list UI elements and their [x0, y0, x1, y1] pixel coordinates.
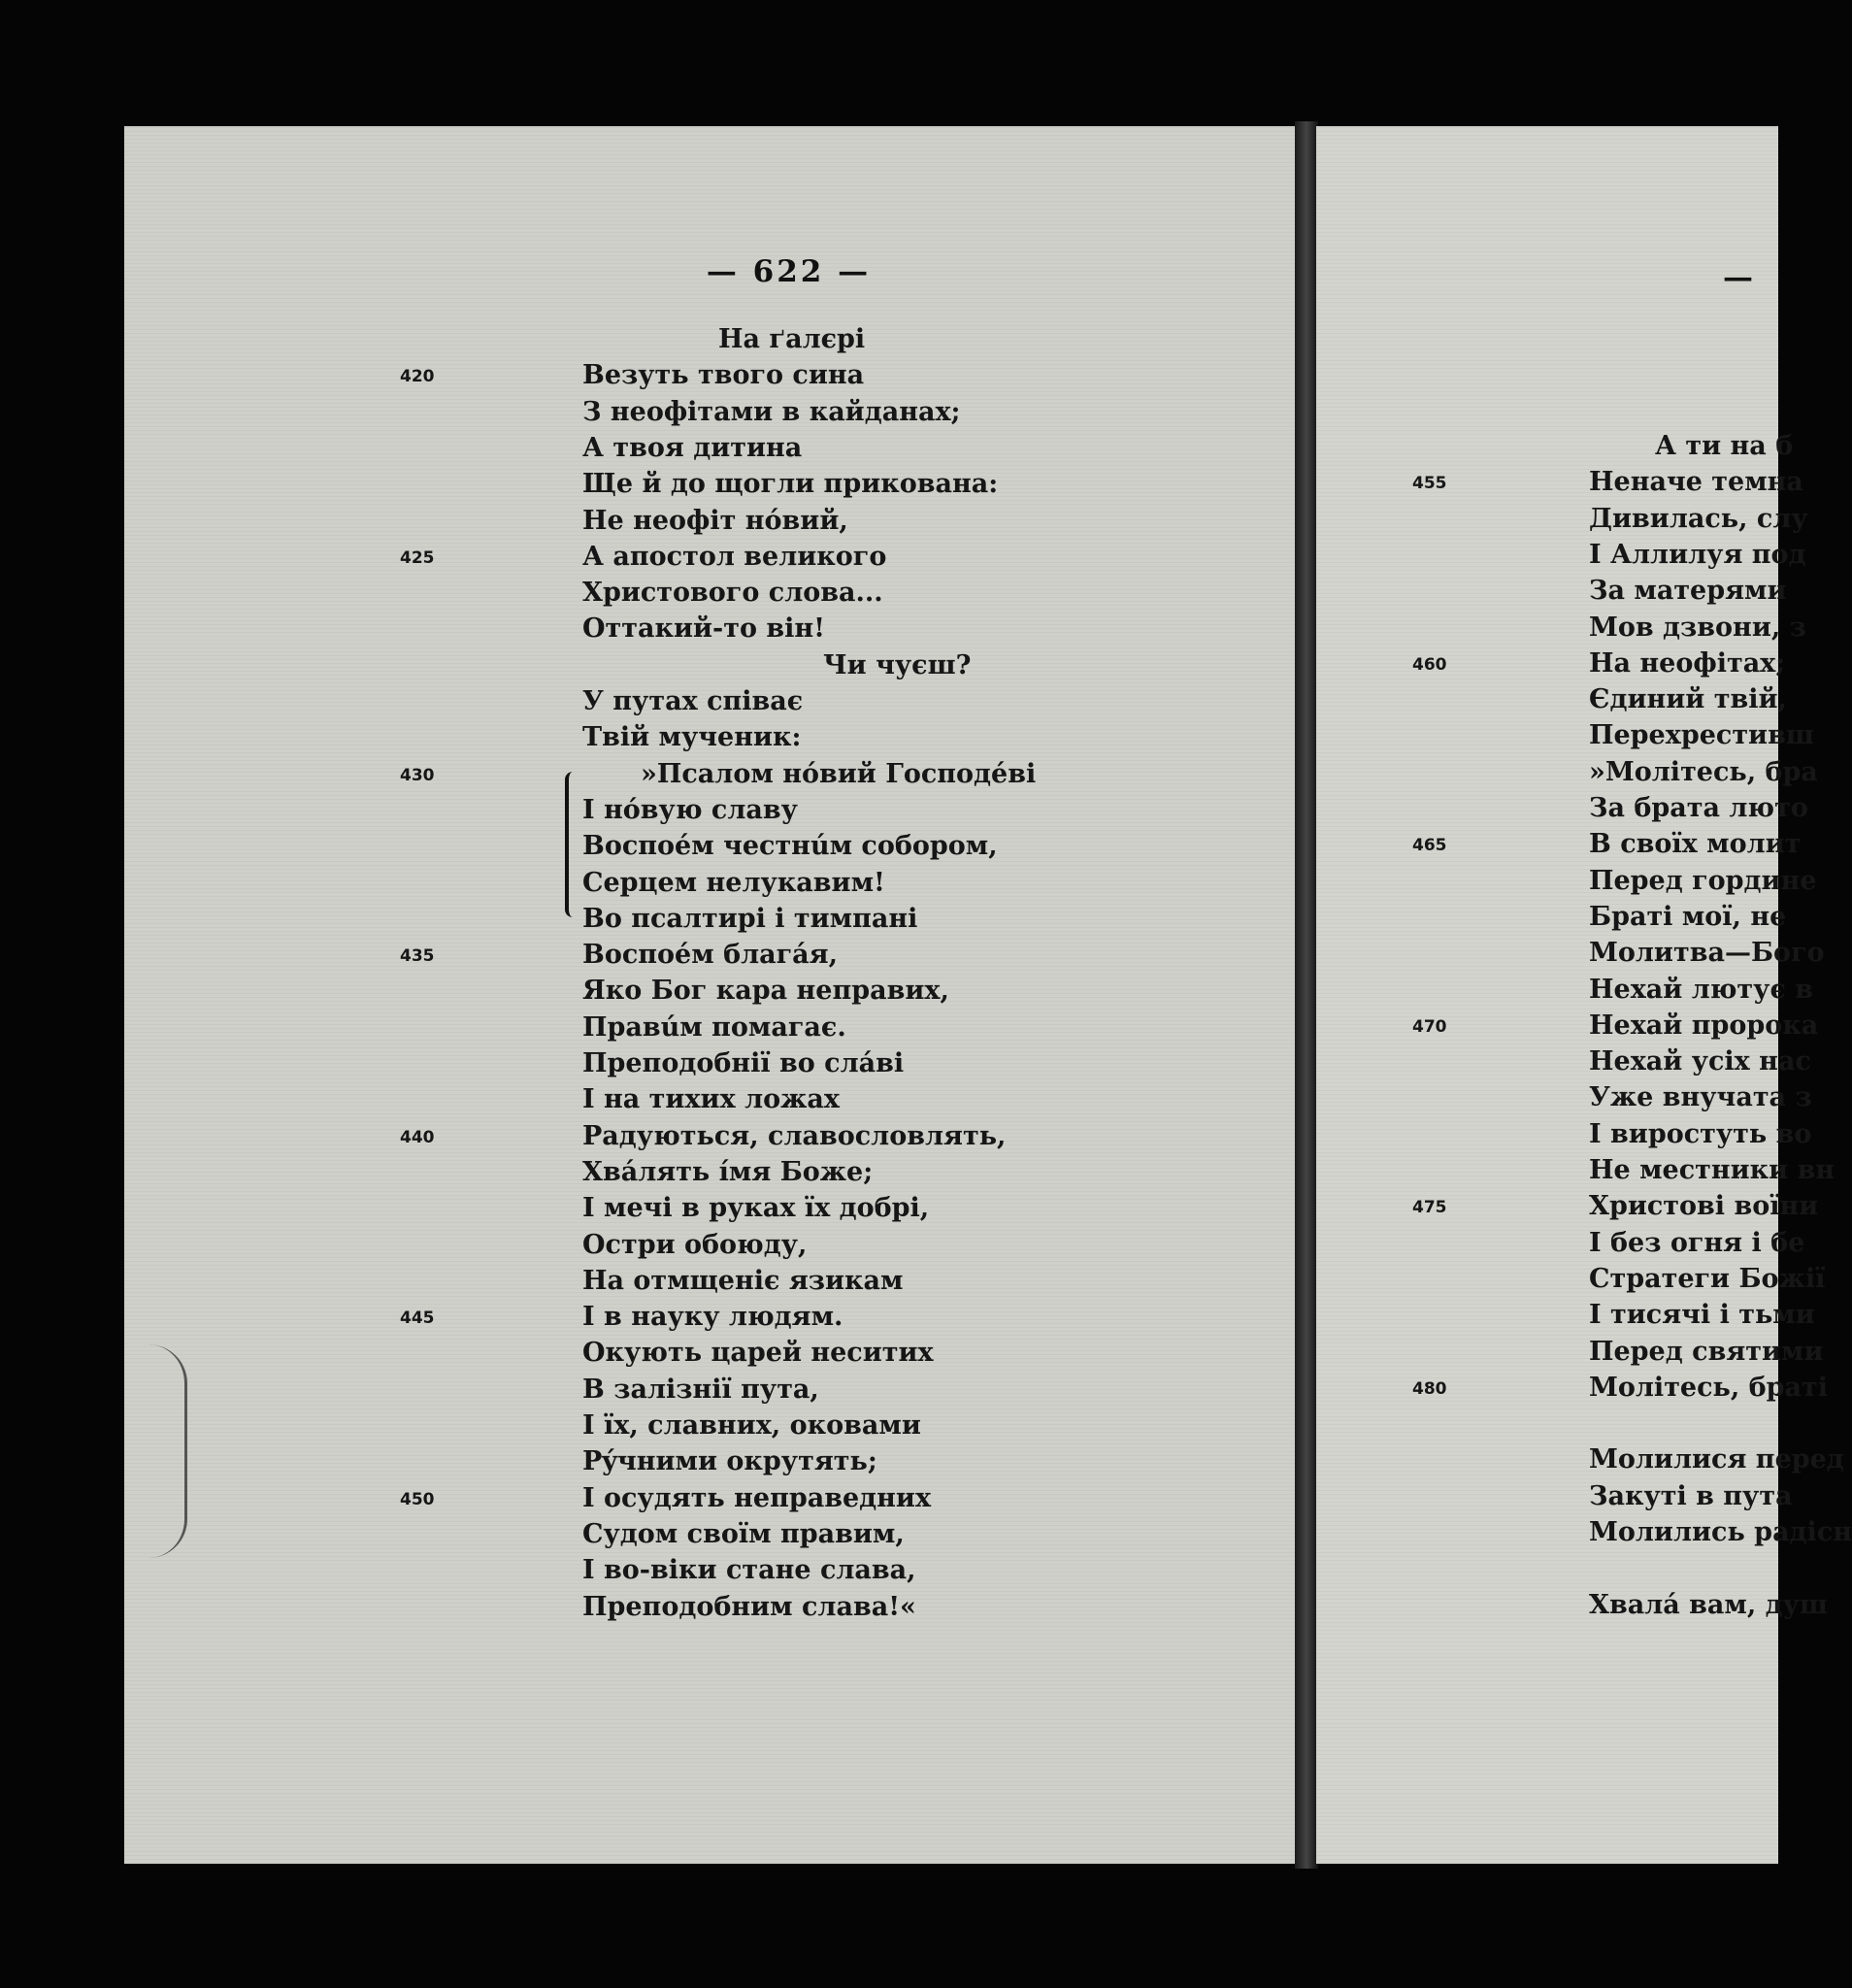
verse-line: »Псалом нóвий Господéві: [641, 759, 1037, 789]
verse-line: І осудять неправедних: [582, 1483, 932, 1513]
verse-line: В своїх молит: [1589, 829, 1802, 859]
verse-line: Ще й до щогли прикована:: [582, 469, 999, 499]
verse-line: Воспоéм честнúм собором,: [582, 831, 998, 861]
verse-line: Стратеги Божії: [1589, 1264, 1826, 1294]
right-page-number: —: [1723, 260, 1753, 295]
line-number: 425: [400, 548, 435, 568]
verse-line: Рýчними окрутять;: [582, 1446, 877, 1476]
verse-line: На отмщеніє язикам: [582, 1266, 904, 1296]
verse-line: Нехай лютує в: [1589, 975, 1814, 1005]
line-number: 440: [400, 1128, 435, 1147]
verse-line: Окують царей неситих: [582, 1338, 934, 1368]
verse-line: І тисячі і тьми: [1589, 1300, 1815, 1330]
verse-line: У путах співає: [582, 686, 804, 716]
verse-line: І без огня і бе: [1589, 1228, 1805, 1258]
verse-line: Молитва—Бого: [1589, 938, 1825, 968]
verse-line: Перед гордине: [1589, 866, 1817, 896]
verse-line: Єдиний твій,: [1589, 684, 1787, 714]
verse-line: А твоя дитина: [582, 433, 803, 463]
verse-line: Преподобним слава!«: [582, 1592, 916, 1622]
line-number: 445: [400, 1309, 435, 1328]
verse-line: Не неофіт нóвий,: [582, 506, 848, 536]
verse-line: Остри обоюду,: [582, 1230, 808, 1260]
verse-line: Везуть твого сина: [582, 360, 865, 390]
verse-line: Хвалá вам, душ: [1589, 1590, 1828, 1620]
line-number: 465: [1412, 836, 1447, 855]
verse-line: Молилися перед: [1589, 1444, 1844, 1474]
verse-line: І мечі в руках їх добрі,: [582, 1193, 930, 1223]
verse-line: І на тихих ложах: [582, 1084, 840, 1114]
verse-line: Радуються, славословлять,: [582, 1121, 1007, 1151]
line-number: 460: [1412, 655, 1447, 675]
line-number: 470: [1412, 1017, 1447, 1037]
verse-line: На ґалєрі: [718, 324, 866, 354]
verse-line: Закуті в пута: [1589, 1481, 1793, 1511]
line-number: 430: [400, 766, 435, 785]
verse-line: За брата люто: [1589, 793, 1808, 823]
verse-line: Мов дзвони, з: [1589, 613, 1806, 643]
verse-line: На неофітах;: [1589, 648, 1786, 679]
verse-line: Воспоéм благáя,: [582, 940, 838, 970]
pencil-mark: [146, 1344, 187, 1558]
line-number: 435: [400, 946, 435, 966]
verse-line: В залізнії пута,: [582, 1375, 819, 1405]
verse-line: Яко Бог кара неправих,: [582, 976, 949, 1006]
verse-line: І виростуть во: [1589, 1119, 1812, 1149]
verse-line: І в науку людям.: [582, 1302, 843, 1332]
line-number: 475: [1412, 1198, 1447, 1217]
verse-line: Судом своїм правим,: [582, 1519, 905, 1549]
line-number: 480: [1412, 1379, 1447, 1399]
verse-line: Перехрестивш: [1589, 720, 1814, 750]
verse-line: Нехай усіх нас: [1589, 1046, 1811, 1077]
book-spine: [1295, 121, 1318, 1869]
verse-line: Христові воїни: [1589, 1191, 1819, 1221]
verse-line: А ти на б: [1655, 431, 1794, 461]
line-number: 450: [400, 1490, 435, 1509]
verse-line: Преподобнії во слáві: [582, 1048, 905, 1078]
verse-line: Чи чуєш?: [823, 650, 972, 680]
line-number: 455: [1412, 474, 1447, 493]
page-number: — 622 —: [706, 254, 872, 289]
verse-line: Неначе темна: [1589, 467, 1803, 497]
verse-line: Дивилась, слу: [1589, 504, 1808, 534]
verse-line: Нехай пророка: [1589, 1011, 1819, 1041]
verse-line: І нóвую славу: [582, 795, 798, 825]
verse-line: З неофітами в кайданах;: [582, 397, 961, 427]
verse-line: Христового слова...: [582, 578, 883, 608]
verse-line: Правúм помагає.: [582, 1012, 846, 1043]
verse-line: Оттакий-то він!: [582, 613, 826, 644]
margin-bracket-mark: [565, 772, 584, 917]
line-number: 420: [400, 367, 435, 386]
verse-line: Молились радісн: [1589, 1517, 1852, 1547]
verse-line: Не местники вн: [1589, 1155, 1835, 1185]
verse-line: І Аллилуя под: [1589, 540, 1806, 570]
verse-line: А апостол великого: [582, 542, 887, 572]
verse-line: І їх, славних, оковами: [582, 1410, 921, 1441]
verse-line: І во-віки стане слава,: [582, 1555, 916, 1585]
verse-line: Перед святими: [1589, 1337, 1824, 1367]
verse-line: »Молітесь, бра: [1589, 757, 1818, 787]
verse-line: Уже внучата з: [1589, 1082, 1812, 1112]
verse-line: Во псалтирі і тимпані: [582, 904, 918, 934]
verse-line: Хвáлять íмя Боже;: [582, 1157, 874, 1187]
verse-line: За матерями: [1589, 576, 1787, 606]
verse-line: Серцем нелукавим!: [582, 868, 885, 898]
verse-line: Браті мої, не: [1589, 902, 1787, 932]
verse-line: Твій мученик:: [582, 722, 802, 752]
verse-line: Молітесь, браті: [1589, 1373, 1829, 1403]
